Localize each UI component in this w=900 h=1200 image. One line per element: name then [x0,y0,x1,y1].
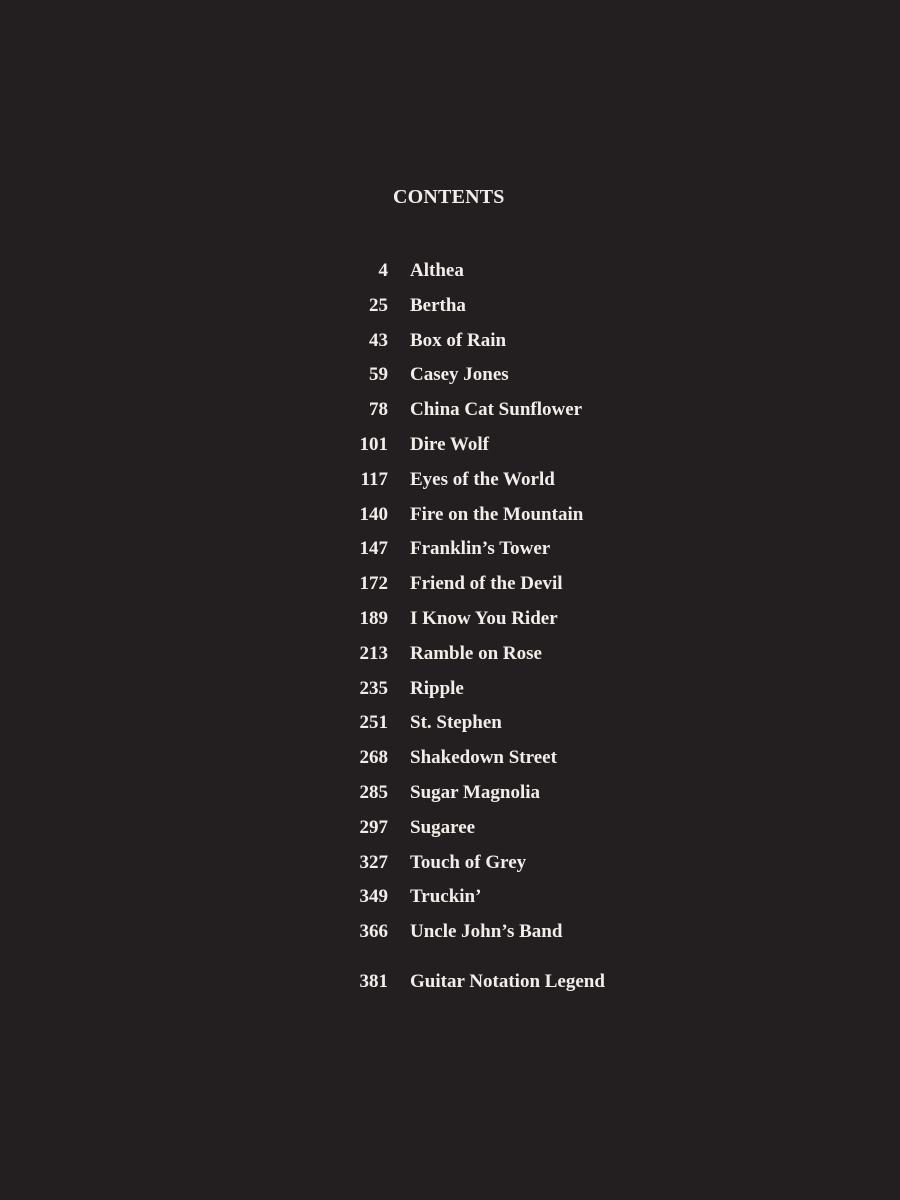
toc-entry[interactable] [0,849,900,884]
toc-entry[interactable] [0,675,900,710]
toc-page-number: 268 [359,747,388,769]
toc-page-number: 366 [359,921,388,943]
toc-list [0,257,900,1003]
toc-page-number: 381 [359,970,388,992]
toc-entry[interactable] [0,292,900,327]
toc-song-title: Althea [410,260,464,281]
toc-page-number: 101 [359,433,388,455]
toc-page-number: 251 [359,712,388,734]
toc-song-title: Fire on the Mountain [410,503,584,525]
toc-song-title: Bertha [410,294,466,316]
toc-entry[interactable] [0,327,900,362]
toc-entry[interactable] [0,640,900,675]
toc-song-title: Friend of the Devil [410,573,563,595]
toc-entry[interactable] [0,466,900,501]
toc-entry-appendix[interactable] [0,968,900,1003]
toc-entry[interactable] [0,883,900,918]
toc-page-number: 172 [359,573,388,595]
toc-appendix-title: Guitar Notation Legend [410,970,605,992]
toc-song-title: Ripple [410,677,464,699]
toc-song-title: Eyes of the World [410,468,555,490]
toc-entry[interactable] [0,779,900,814]
toc-entry[interactable] [0,431,900,466]
toc-song-title: St. Stephen [410,712,502,734]
toc-song-title: Sugaree [410,816,476,838]
toc-page-number: 78 [369,399,388,421]
toc-page-number: 4 [378,260,388,281]
toc-entry[interactable] [0,257,900,292]
toc-page-number: 59 [369,364,388,386]
toc-song-title: Truckin’ [410,886,482,908]
toc-page-number: 349 [359,886,388,908]
toc-page-number: 147 [359,538,388,560]
toc-song-title: Casey Jones [410,364,509,386]
toc-page-number: 43 [369,329,388,351]
toc-page-number: 189 [359,607,388,629]
toc-song-title: Sugar Magnolia [410,781,541,803]
toc-song-title: Ramble on Rose [410,642,542,664]
toc-entry[interactable] [0,570,900,605]
toc-page-number: 213 [359,642,388,664]
contents-heading: CONTENTS [393,186,505,208]
toc-page-number: 117 [360,468,388,490]
toc-song-title: China Cat Sunflower [410,399,583,421]
toc-page-number: 140 [359,503,388,525]
toc-page-number: 327 [359,851,388,873]
toc-page-number: 297 [359,816,388,838]
toc-song-title: Box of Rain [410,329,507,351]
toc-song-title: Shakedown Street [410,747,557,769]
toc-page-number: 285 [359,781,388,803]
toc-entry[interactable] [0,814,900,849]
toc-song-title: Touch of Grey [410,851,527,873]
toc-entry[interactable] [0,396,900,431]
toc-song-title: I Know You Rider [410,607,558,629]
toc-page-number: 235 [359,677,388,699]
toc-entry[interactable] [0,744,900,779]
toc-page-number: 25 [369,294,388,316]
toc-entry[interactable] [0,535,900,570]
toc-entry[interactable] [0,361,900,396]
toc-song-title: Dire Wolf [410,433,489,455]
toc-entry[interactable] [0,918,900,953]
toc-song-title: Franklin’s Tower [410,538,551,560]
toc-song-title: Uncle John’s Band [410,921,563,943]
toc-entry[interactable] [0,605,900,640]
toc-entry[interactable] [0,501,900,536]
toc-entry[interactable] [0,709,900,744]
